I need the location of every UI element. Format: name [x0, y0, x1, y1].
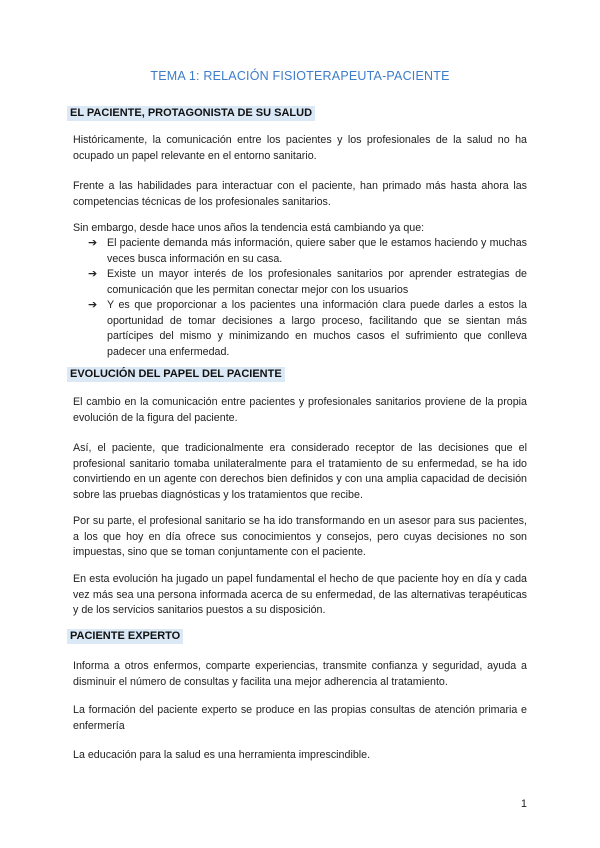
- list-item: [88, 236, 527, 267]
- right-arrow-icon: ➔: [88, 268, 98, 280]
- right-arrow-icon: ➔: [88, 299, 98, 311]
- paragraph: Así, el paciente, que tradicionalmente era considerado receptor de las decisiones que el profesional sanitario tomaba unilateralmente para el tratamiento de su enfermedad, se ha ido convirtiendo en un agente con derechos bien definidos y con una amplia capacidad de decisión sobre las pruebas diagnósticas y los tratamientos que recibe.: [73, 442, 527, 501]
- list-item-text: El paciente demanda más información, quiere saber que le estamos haciendo y muchas veces busca información en su casa.: [107, 237, 527, 265]
- paragraph: El cambio en la comunicación entre pacientes y profesionales sanitarios proviene de la propia evolución de la figura del paciente.: [73, 396, 527, 424]
- paragraph: La educación para la salud es una herramienta imprescindible.: [73, 749, 371, 761]
- list-item-text: Existe un mayor interés de los profesionales sanitarios por aprender estrategias de comunicación que les permitan conectar mejor con los usuarios: [107, 268, 527, 296]
- section-heading-paciente-protagonista: EL PACIENTE, PROTAGONISTA DE SU SALUD: [67, 106, 315, 121]
- paragraph: Históricamente, la comunicación entre los pacientes y los profesionales de la salud no ha ocupado un papel relevante en el entorno sanitario.: [73, 134, 527, 162]
- paragraph: Frente a las habilidades para interactuar con el paciente, han primado más hasta ahora las competencias técnicas de los profesionales sanitarios.: [73, 180, 527, 208]
- paragraph: Informa a otros enfermos, comparte experiencias, transmite confianza y seguridad, ayuda a disminuir el número de consultas y facilita una mejor adherencia al tratamiento.: [73, 660, 527, 688]
- paragraph: En esta evolución ha jugado un papel fundamental el hecho de que paciente hoy en día y cada vez más sea una persona informada acerca de su enfermedad, de las alternativas terapéuticas y de los servicios sanitarios puestos a su disposición.: [73, 573, 527, 616]
- paragraph: Por su parte, el profesional sanitario se ha ido transformando en un asesor para sus pacientes, a los que hoy en día ofrece sus conocimientos y consejos, pero cuyas decisiones no son impuestas, sino que se toman conjuntamente con el paciente.: [73, 515, 527, 558]
- document-title: TEMA 1: RELACIÓN FISIOTERAPEUTA-PACIENTE: [150, 69, 450, 83]
- list-item-text: Y es que proporcionar a los pacientes una información clara puede darles a estos la oportunidad de tomar decisiones a largo proceso, facilitando que se sientan más partícipes del mismo y minimizando en muchos casos el sufrimiento que conlleva padecer una enfermedad.: [107, 299, 527, 358]
- list-item: [88, 267, 527, 298]
- section-heading-paciente-experto: PACIENTE EXPERTO: [67, 629, 183, 644]
- bullet-list: [88, 236, 527, 360]
- paragraph: La formación del paciente experto se produce en las propias consultas de atención primaria e enfermería: [73, 704, 527, 732]
- right-arrow-icon: ➔: [88, 237, 98, 249]
- section-heading-evolucion-paciente: EVOLUCIÓN DEL PAPEL DEL PACIENTE: [67, 367, 285, 382]
- list-item: [88, 298, 527, 360]
- paragraph: Sin embargo, desde hace unos años la tendencia está cambiando ya que:: [73, 222, 425, 234]
- page-number: 1: [520, 798, 527, 810]
